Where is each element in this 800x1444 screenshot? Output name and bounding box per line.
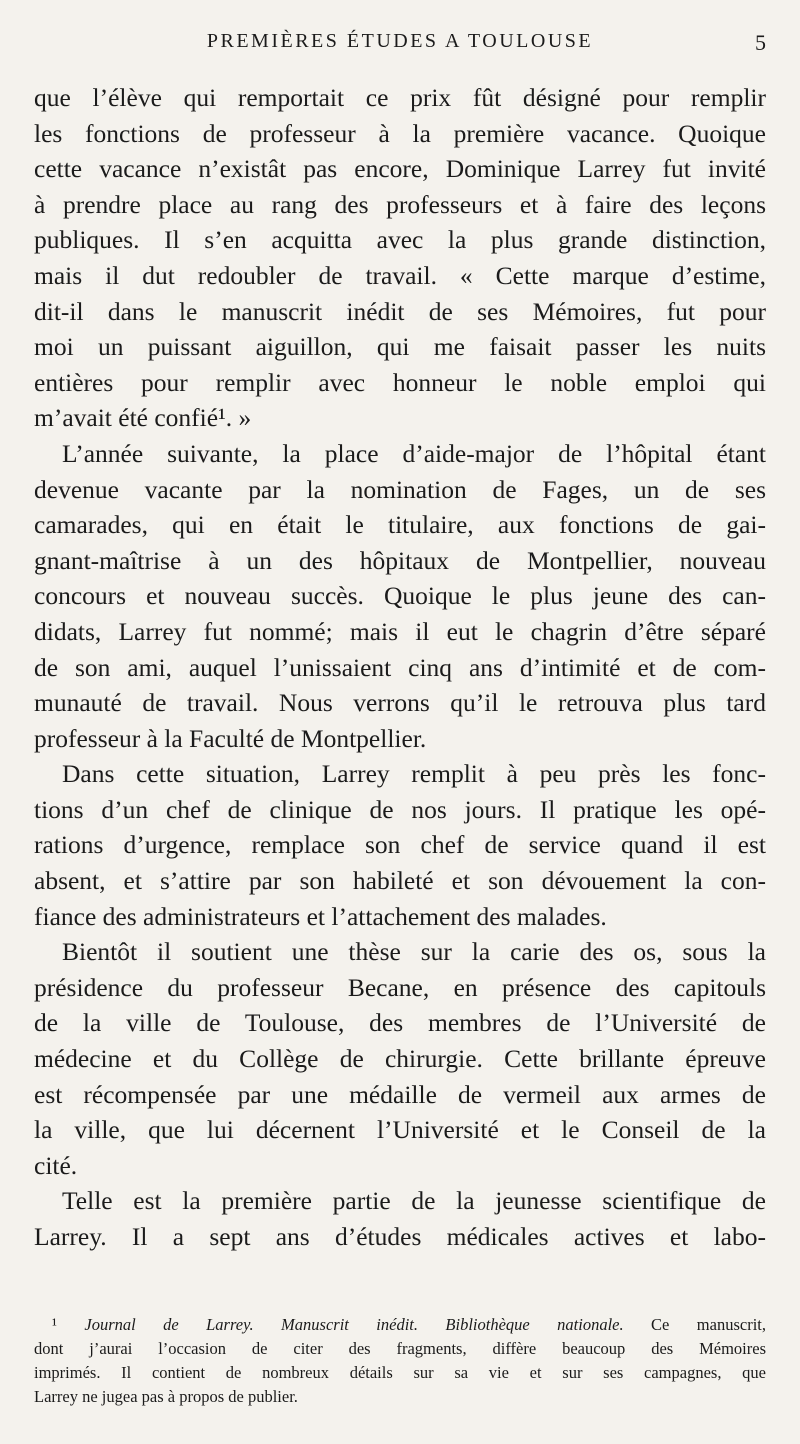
footnote-line: imprimés. Il contient de nombreux détails sur sa vie et sur ses campagnes, que [34,1363,766,1382]
footnote [34,1313,766,1409]
footnote-line: dont j’aurai l’occasion de citer des fragments, diffère beaucoup des Mémoires [34,1339,766,1358]
paragraph [34,436,766,756]
text-line: professeur à la Faculté de Montpellier. [34,723,427,753]
text-line: Bientôt il soutient une thèse sur la carie des os, sous la [62,937,766,967]
footnote-source: Journal de Larrey. Manuscrit inédit. Bibliothèque nationale. [84,1315,624,1334]
paragraph [34,934,766,1183]
footnote-marker: ¹ [52,1315,57,1334]
footnote-text: Ce manuscrit, [651,1315,766,1334]
text-line: cette vacance n’existât pas encore, Dominique Larrey fut invité [34,154,766,184]
footnote-line: Larrey ne jugea pas à propos de publier. [34,1387,298,1406]
text-line: tions d’un chef de clinique de nos jours. Il pratique les opé- [34,794,766,824]
text-line: moi un puissant aiguillon, qui me faisait passer les nuits [34,332,766,362]
paragraph [34,80,766,436]
text-line: fiance des administrateurs et l’attachement des malades. [34,901,607,931]
text-line: les fonctions de professeur à la première vacance. Quoique [34,118,766,148]
text-line: concours et nouveau succès. Quoique le plus jeune des can- [34,581,766,611]
paragraph [34,1183,766,1254]
text-line: munauté de travail. Nous verrons qu’il le retrouva plus tard [34,688,766,718]
paragraph [34,756,766,934]
text-line: camarades, qui en était le titulaire, aux fonctions de gai- [34,510,766,540]
text-line: présidence du professeur Becane, en présence des capitouls [34,972,766,1002]
text-line: dit-il dans le manuscrit inédit de ses Mémoires, fut pour [34,296,766,326]
text-line: devenue vacante par la nomination de Fages, un de ses [34,474,766,504]
text-line: L’année suivante, la place d’aide-major de l’hôpital étant [62,438,766,468]
running-title: PREMIÈRES ÉTUDES A TOULOUSE [206,30,594,52]
text-line: de son ami, auquel l’unissaient cinq ans d’intimité et de com- [34,652,766,682]
text-line: publiques. Il s’en acquitta avec la plus grande distinction, [34,225,766,255]
footnote-line [34,1313,766,1337]
text-line: didats, Larrey fut nommé; mais il eut le chagrin d’être séparé [34,616,766,646]
page-number: 5 [755,30,766,55]
running-head [34,30,766,60]
text-line: à prendre place au rang des professeurs et à faire des leçons [34,189,766,219]
body-text [34,80,766,1255]
text-line: Telle est la première partie de la jeunesse scientifique de [62,1186,766,1216]
text-line: médecine et du Collège de chirurgie. Cette brillante épreuve [34,1044,766,1074]
text-line: cité. [34,1150,78,1180]
text-line: gnant-maîtrise à un des hôpitaux de Montpellier, nouveau [34,545,766,575]
text-line: absent, et s’attire par son habileté et son dévouement la con- [34,866,766,896]
text-line: Dans cette situation, Larrey remplit à peu près les fonc- [62,759,766,789]
text-line: est récompensée par une médaille de vermeil aux armes de [34,1079,766,1109]
text-line: que l’élève qui remportait ce prix fût désigné pour remplir [34,83,766,112]
text-line: de la ville de Toulouse, des membres de l’Université de [34,1008,766,1038]
text-line: entières pour remplir avec honneur le noble emploi qui [34,367,766,397]
text-line: m’avait été confié¹. » [34,403,252,433]
text-line: rations d’urgence, remplace son chef de service quand il est [34,830,766,860]
text-line: la ville, que lui décernent l’Université et le Conseil de la [34,1115,766,1145]
text-line: mais il dut redoubler de travail. « Cette marque d’estime, [34,260,766,290]
text-line: Larrey. Il a sept ans d’études médicales actives et labo- [34,1222,766,1251]
